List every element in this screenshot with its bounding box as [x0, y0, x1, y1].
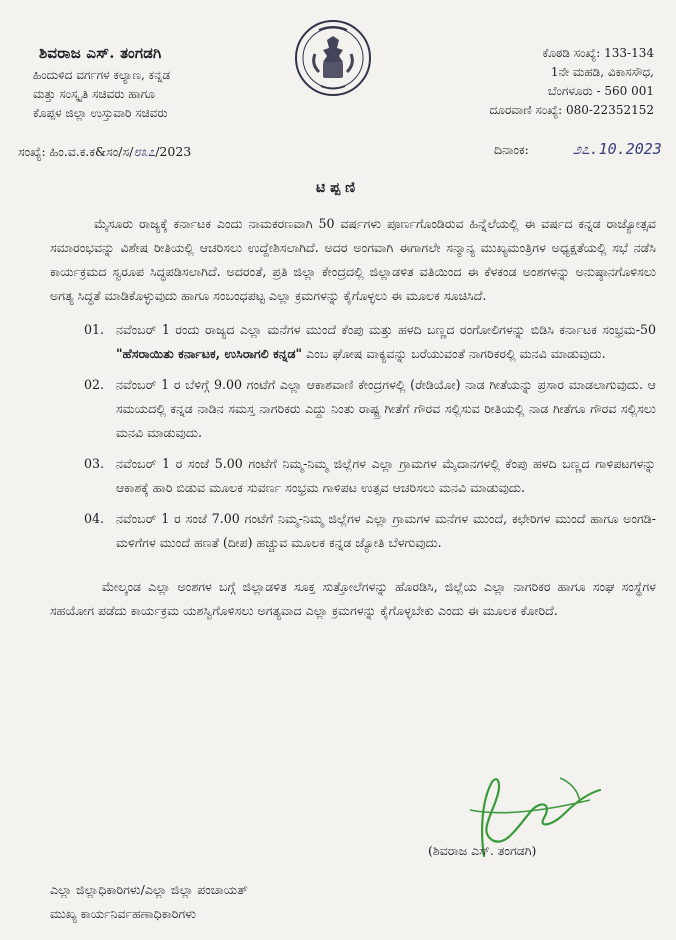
office-line: ಕೊಠಡಿ ಸಂಖ್ಯೆ: 133-134: [542, 46, 654, 60]
list-item-text: ನವೆಂಬರ್ 1 ರ ಬೆಳಿಗ್ಗೆ 9.00 ಗಂಟೆಗೆ ಎಲ್ಲಾ ಆಕಾಶವಾಣಿ ಕೇಂದ್ರಗಳಲ್ಲಿ (ರೇಡಿಯೋ) ನಾಡ ಗೀತೆಯನ್ನು ಪ್ರಸಾರ ಮಾಡಲಾಗುವುದು. ಆ ಸಮಯದಲ್ಲಿ ಕನ್ನಡ ನಾಡಿನ ಸಮಸ್ತ ನಾಗರಿಕರು ಎದ್ದು ನಿಂತು ರಾಷ್ಟ್ರ ಗೀತೆಗೆ ಗೌರವ ಸಲ್ಲಿಸುವ ರೀತಿಯಲ್ಲಿ ನಾಡ ಗೀತೆಗೂ ಗೌರವ ಸಲ್ಲಿಸಲು ಮನವಿ ಮಾಡುವುದು.: [116, 377, 656, 440]
minister-name: ಶಿವರಾಜ ಎಸ್. ತಂಗಡಗಿ: [39, 44, 162, 62]
designation-line: ಕೊಪ್ಪಳ ಜಿಲ್ಲಾ ಉಸ್ತುವಾರಿ ಸಚಿವರು: [33, 106, 168, 120]
minister-designation: [33, 66, 283, 123]
intro-paragraph: ಮೈಸೂರು ರಾಜ್ಯಕ್ಕೆ ಕರ್ನಾಟಕ ಎಂದು ನಾಮಕರಣವಾಗಿ 50 ವರ್ಷಗಳು ಪೂರ್ಣಗೊಂಡಿರುವ ಹಿನ್ನೆಲೆಯಲ್ಲಿ ಈ ವರ್ಷದ ಕನ್ನಡ ರಾಜ್ಯೋತ್ಸವ ಸಮಾರಂಭವನ್ನು ವಿಶೇಷ ರೀತಿಯಲ್ಲಿ ಆಚರಿಸಲು ಉದ್ದೇಶಿಸಲಾಗಿದೆ. ಅದರ ಅಂಗವಾಗಿ ಈಗಾಗಲೇ ಸನ್ಮಾನ್ಯ ಮುಖ್ಯಮಂತ್ರಿಗಳ ಅಧ್ಯಕ್ಷತೆಯಲ್ಲಿ ಸಭೆ ನಡೆಸಿ ಕಾರ್ಯಕ್ರಮದ ಸ್ವರೂಪ ಸಿದ್ಧಪಡಿಸಲಾಗಿದೆ. ಅದರಂತೆ, ಪ್ರತಿ ಜಿಲ್ಲಾ ಕೇಂದ್ರದಲ್ಲಿ ಜಿಲ್ಲಾಡಳಿತ ವತಿಯಿಂದ ಈ ಕೆಳಕಂಡ ಅಂಶಗಳನ್ನು ಅನುಷ್ಠಾನಗೊಳಿಸಲು ಅಗತ್ಯ ಸಿದ್ಧತೆ ಮಾಡಿಕೊಳ್ಳುವುದು ಹಾಗೂ ಸಂಬಂಧಪಟ್ಟ ಎಲ್ಲಾ ಕ್ರಮಗಳನ್ನು ಕೈಗೊಳ್ಳಲು ಈ ಮೂಲಕ ಸೂಚಿಸಿದೆ.: [50, 216, 656, 303]
list-item: [50, 507, 656, 555]
list-item: [50, 318, 656, 366]
reference-year: /2023: [155, 144, 192, 159]
list-item-text: ನವೆಂಬರ್ 1 ರಂದು ರಾಜ್ಯದ ಎಲ್ಲಾ ಮನೆಗಳ ಮುಂದೆ ಕೆಂಪು ಮತ್ತು ಹಳದಿ ಬಣ್ಣದ ರಂಗೋಲಿಗಳನ್ನು ಬಿಡಿಸಿ ಕರ್ನಾಟಕ ಸಂಭ್ರಮ-50: [116, 322, 656, 337]
recipient-line: ಮುಖ್ಯ ಕಾರ್ಯನಿರ್ವಹಣಾಧಿಕಾರಿಗಳು: [50, 906, 196, 921]
office-line: ದೂರವಾಣಿ ಸಂಖ್ಯೆ: 080-22352152: [489, 103, 654, 117]
letterhead-left: [33, 44, 283, 123]
reference-number: [18, 144, 191, 160]
signatory-name: (ಶಿವರಾಜ ಎಸ್. ತಂಗಡಗಿ): [428, 843, 537, 858]
date-label: ದಿನಾಂಕ:: [494, 142, 529, 157]
list-item: [50, 373, 656, 445]
date-line: [494, 140, 662, 158]
list-item-text-end: ಎಂಬ ಘೋಷ ವಾಕ್ಯವನ್ನು ಬರೆಯುವಂತೆ ನಾಗರಿಕರಲ್ಲಿ ಮನವಿ ಮಾಡುವುದು.: [302, 346, 606, 361]
slogan-text: "ಹೆಸರಾಯಿತು ಕರ್ನಾಟಕ, ಉಸಿರಾಗಲಿ ಕನ್ನಡ": [116, 346, 303, 361]
office-line: 1ನೇ ಮಹಡಿ, ವಿಕಾಸಸೌಧ,: [550, 65, 654, 79]
list-item: [50, 452, 656, 500]
date-handwritten-value: ೨೭.10.2023: [572, 140, 662, 158]
list-item-number: 04.: [84, 511, 105, 526]
list-item-number: 02.: [84, 377, 105, 392]
reference-label: ಸಂಖ್ಯೆ: ಹಿಂ.ವ.ಕ.ಕ&ಸಂ/ಸ/: [18, 144, 134, 159]
recipients-block: [50, 878, 248, 926]
designation-line: ಮತ್ತು ಸಂಸ್ಕೃತಿ ಸಚಿವರು ಹಾಗೂ: [33, 87, 155, 101]
closing-paragraph: ಮೇಲ್ಕಂಡ ಎಲ್ಲಾ ಅಂಶಗಳ ಬಗ್ಗೆ ಜಿಲ್ಲಾಡಳಿತ ಸೂಕ್ತ ಸುತ್ತೋಲೆಗಳನ್ನು ಹೊರಡಿಸಿ, ಜಿಲ್ಲೆಯ ಎಲ್ಲಾ ನಾಗರಿಕರ ಹಾಗೂ ಸಂಘ ಸಂಸ್ಥೆಗಳ ಸಹಯೋಗ ಪಡೆದು ಕಾರ್ಯಕ್ರಮ ಯಶಸ್ವಿಗೊಳಿಸಲು ಅಗತ್ಯವಾದ ಎಲ್ಲಾ ಕ್ರಮಗಳನ್ನು ಕೈಗೊಳ್ಳಬೇಕು ಎಂದು ಈ ಮೂಲಕ ಕೋರಿದೆ.: [50, 579, 656, 618]
reference-handwritten-number: ೮೩೭: [133, 145, 156, 160]
document-title: ಟಿಪ್ಪಣಿ: [315, 180, 361, 196]
designation-line: ಹಿಂದುಳಿದ ವರ್ಗಗಳ ಕಲ್ಯಾಣ, ಕನ್ನಡ: [33, 68, 171, 82]
office-line: ಬೆಂಗಳೂರು - 560 001: [547, 84, 654, 98]
list-item-text: ನವೆಂಬರ್ 1 ರ ಸಂಜೆ 5.00 ಗಂಟೆಗೆ ನಿಮ್ಮ-ನಿಮ್ಮ ಜಿಲ್ಲೆಗಳ ಎಲ್ಲಾ ಗ್ರಾಮಗಳ ಮೈದಾನಗಳಲ್ಲಿ ಕೆಂಪು ಹಳದಿ ಬಣ್ಣದ ಗಾಳಿಪಟಗಳನ್ನು ಆಕಾಶಕ್ಕೆ ಹಾರಿ ಬಿಡುವ ಮೂಲಕ ಸುವರ್ಣ ಸಂಭ್ರಮ ಗಾಳಿಪಟ ಉತ್ಸವ ಆಚರಿಸಲು ಮನವಿ ಮಾಡುವುದು.: [116, 456, 656, 495]
list-item-number: 03.: [84, 456, 105, 471]
list-item-number: 01.: [84, 322, 105, 337]
document-body: [50, 212, 656, 623]
list-item-text: ನವೆಂಬರ್ 1 ರ ಸಂಜೆ 7.00 ಗಂಟೆಗೆ ನಿಮ್ಮ-ನಿಮ್ಮ ಜಿಲ್ಲೆಗಳ ಎಲ್ಲಾ ಗ್ರಾಮಗಳ ಮನೆಗಳ ಮುಂದೆ, ಕಛೇರಿಗಳ ಮುಂದೆ ಹಾಗೂ ಅಂಗಡಿ-ಮಳಿಗೆಗಳ ಮುಂದೆ ಹಣತೆ (ದೀಪ) ಹಚ್ಚುವ ಮೂಲಕ ಕನ್ನಡ ಜ್ಯೋತಿ ಬೆಳಗುವುದು.: [116, 511, 656, 550]
letterhead-right: [434, 44, 654, 120]
instruction-list: [50, 318, 656, 555]
state-emblem-icon: [293, 18, 373, 98]
recipient-line: ಎಲ್ಲಾ ಜಿಲ್ಲಾಧಿಕಾರಿಗಳು/ಎಲ್ಲಾ ಜಿಲ್ಲಾ ಪಂಚಾಯತ್: [50, 882, 248, 897]
